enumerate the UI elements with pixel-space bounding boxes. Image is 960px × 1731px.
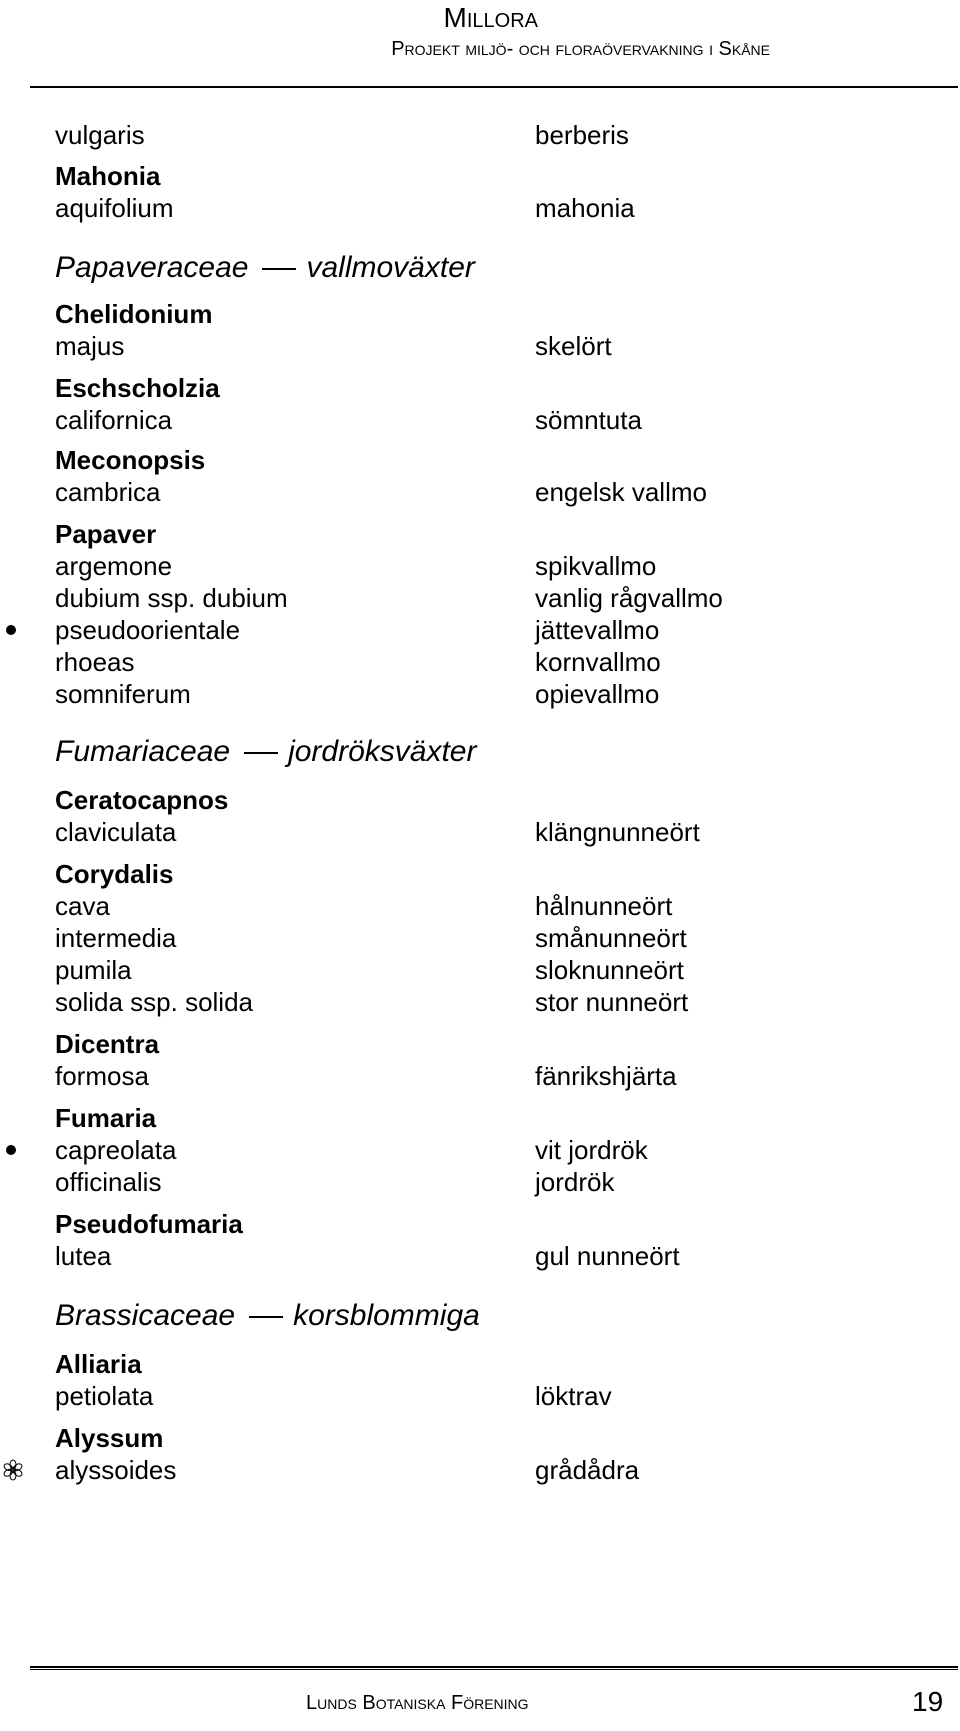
species-row (0, 117, 960, 153)
swedish-name: berberis (535, 120, 629, 150)
species-epithet: officinalis (55, 1167, 162, 1197)
species-epithet: pumila (55, 955, 132, 985)
species-row (0, 402, 960, 438)
em-dash (244, 752, 278, 754)
species-epithet: claviculata (55, 817, 177, 847)
species-epithet: aquifolium (55, 193, 174, 223)
species-row (0, 984, 960, 1020)
flower-icon (2, 1459, 24, 1481)
genus-row (0, 1420, 960, 1456)
swedish-name: stor nunneört (535, 987, 689, 1017)
family-latin-name: Brassicaceae (55, 1299, 236, 1332)
species-epithet: rhoeas (55, 647, 135, 677)
swedish-name: mahonia (535, 193, 635, 223)
genus-row (0, 442, 960, 478)
genus-row (0, 158, 960, 194)
species-row (0, 1132, 960, 1168)
species-epithet: argemone (55, 551, 173, 581)
swedish-name: gul nunneört (535, 1241, 680, 1271)
genus-name: Papaver (55, 519, 157, 549)
bullet-dot-icon (6, 625, 16, 635)
swedish-name: smånunneört (535, 923, 687, 953)
genus-row (0, 856, 960, 892)
species-epithet: lutea (55, 1241, 112, 1271)
swedish-name: klängnunneört (535, 817, 700, 847)
genus-row (0, 1346, 960, 1382)
swedish-name: vanlig rågvallmo (535, 583, 723, 613)
family-swedish-name: korsblommiga (293, 1299, 480, 1332)
species-epithet: cambrica (55, 477, 161, 507)
page-number: 19 (912, 1686, 944, 1717)
swedish-name: opievallmo (535, 679, 660, 709)
footer-rule (30, 1666, 958, 1670)
species-row (0, 1238, 960, 1274)
species-row (0, 814, 960, 850)
family-swedish-name: vallmoväxter (306, 251, 475, 284)
genus-name: Dicentra (55, 1029, 160, 1059)
family-heading-text (55, 732, 476, 772)
species-row (0, 676, 960, 712)
genus-name: Pseudofumaria (55, 1209, 243, 1239)
swedish-name: sömntuta (535, 405, 642, 435)
genus-name: Eschscholzia (55, 373, 220, 403)
em-dash (262, 268, 296, 270)
species-epithet: majus (55, 331, 125, 361)
species-row (0, 952, 960, 988)
swedish-name: fänrikshjärta (535, 1061, 677, 1091)
species-epithet: vulgaris (55, 120, 145, 150)
family-swedish-name: jordröksväxter (288, 735, 477, 768)
footer-society-name: Lunds Botaniska Förening (306, 1692, 529, 1714)
header-rule (30, 86, 958, 88)
species-row (0, 328, 960, 364)
species-row (0, 1058, 960, 1094)
genus-name: Fumaria (55, 1103, 157, 1133)
species-row (0, 612, 960, 648)
species-row (0, 920, 960, 956)
swedish-name: grådådra (535, 1455, 640, 1485)
genus-row (0, 1206, 960, 1242)
species-epithet: formosa (55, 1061, 149, 1091)
family-heading (0, 1296, 960, 1332)
species-epithet: alyssoides (55, 1455, 177, 1485)
em-dash (249, 1316, 283, 1318)
species-row (0, 190, 960, 226)
genus-row (0, 296, 960, 332)
genus-row (0, 1100, 960, 1136)
genus-name: Chelidonium (55, 299, 213, 329)
species-row (0, 1164, 960, 1200)
family-heading (0, 732, 960, 768)
species-epithet: somniferum (55, 679, 191, 709)
swedish-name: löktrav (535, 1381, 612, 1411)
running-header-title: Millora (443, 2, 538, 33)
species-epithet: intermedia (55, 923, 177, 953)
species-epithet: dubium ssp. dubium (55, 583, 288, 613)
genus-name: Corydalis (55, 859, 174, 889)
species-row (0, 1452, 960, 1488)
swedish-name: jordrök (535, 1167, 615, 1197)
genus-row (0, 370, 960, 406)
species-row (0, 474, 960, 510)
family-latin-name: Fumariaceae (55, 735, 231, 768)
swedish-name: sloknunneört (535, 955, 684, 985)
species-row (0, 1378, 960, 1414)
family-heading-text (55, 1296, 480, 1336)
genus-name: Alyssum (55, 1423, 164, 1453)
genus-row (0, 1026, 960, 1062)
bullet-dot-icon (6, 1145, 16, 1155)
swedish-name: skelört (535, 331, 612, 361)
species-row (0, 580, 960, 616)
swedish-name: jättevallmo (535, 615, 660, 645)
family-heading (0, 248, 960, 284)
running-header-subtitle: Projekt miljö- och floraövervakning i Skåne (391, 38, 770, 60)
species-epithet: pseudoorientale (55, 615, 241, 645)
genus-name: Ceratocapnos (55, 785, 229, 815)
swedish-name: engelsk vallmo (535, 477, 707, 507)
swedish-name: hålnunneört (535, 891, 673, 921)
genus-name: Mahonia (55, 161, 161, 191)
swedish-name: spikvallmo (535, 551, 657, 581)
genus-name: Alliaria (55, 1349, 142, 1379)
genus-row (0, 516, 960, 552)
swedish-name: vit jordrök (535, 1135, 648, 1165)
species-epithet: cava (55, 891, 110, 921)
species-epithet: californica (55, 405, 173, 435)
swedish-name: kornvallmo (535, 647, 661, 677)
species-row (0, 644, 960, 680)
genus-row (0, 782, 960, 818)
species-epithet: petiolata (55, 1381, 154, 1411)
family-latin-name: Papaveraceae (55, 251, 249, 284)
family-heading-text (55, 248, 475, 288)
species-epithet: solida ssp. solida (55, 987, 253, 1017)
species-row (0, 548, 960, 584)
species-epithet: capreolata (55, 1135, 177, 1165)
genus-name: Meconopsis (55, 445, 206, 475)
species-row (0, 888, 960, 924)
